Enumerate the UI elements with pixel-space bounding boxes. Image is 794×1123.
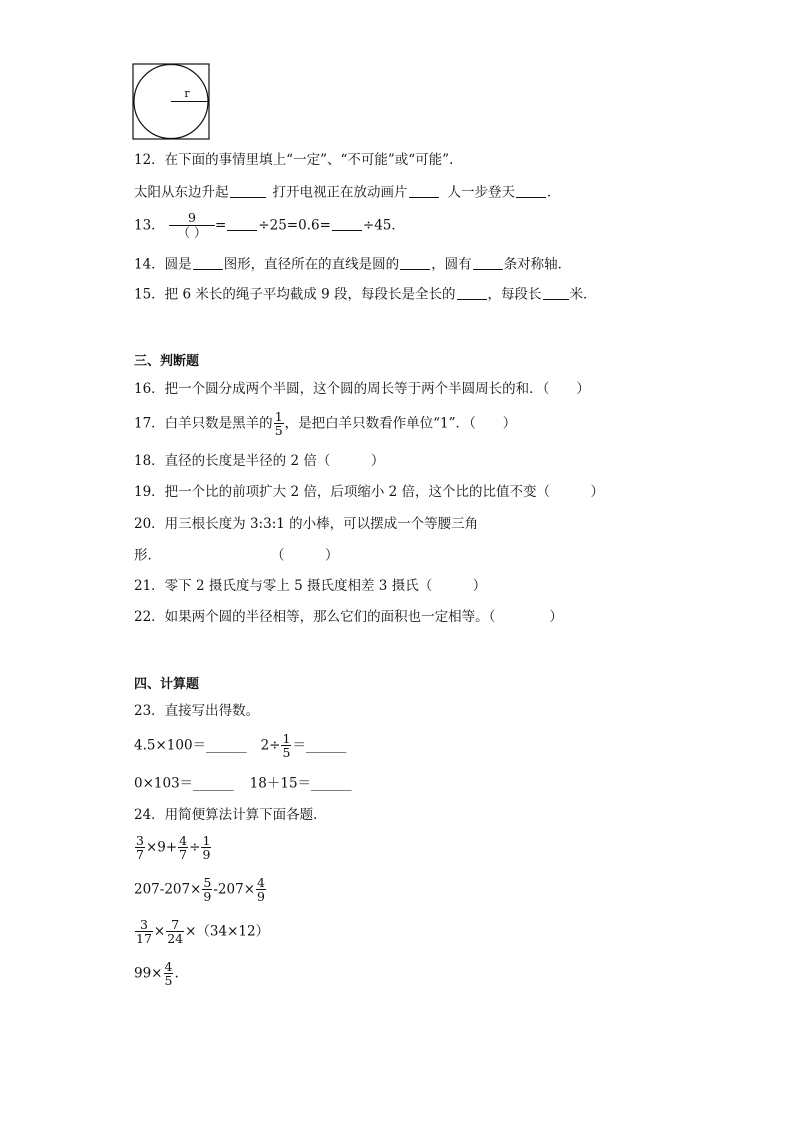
q24-e4-d1: 5 [164,973,173,988]
q24-e2-d1: 9 [203,889,212,904]
q14-part4: 条对称轴． [503,256,572,273]
section-3-title: 三、判断题 [134,354,200,369]
q24-e4-pre: 99× [134,965,163,982]
q12-blank2[interactable] [409,184,439,198]
circle-in-square-figure [132,63,211,140]
q12-item1: 太阳从东边升起 [134,184,229,201]
section-4-title: 四、计算题 [134,677,200,692]
q17-part1: 17．白羊只数是黑羊的 [134,415,273,432]
q24-e3-d1: 17 [136,931,152,946]
q14-blank3[interactable] [473,256,503,270]
q12-item2: 打开电视正在放动画片 [272,184,408,201]
q24-e3-frac1 [135,918,153,945]
q13 [134,211,405,241]
q23-b2: 18＋15＝ [249,775,312,792]
q23-a2-eq: ＝ [292,737,306,754]
q13-frac-denominator[interactable]: （ ） [177,225,207,240]
q23-a1-blank[interactable]: ______ [206,737,247,754]
q24-e3-n1: 3 [139,917,148,932]
q24-e1-d3: 9 [202,847,211,862]
q13-div45: ÷45． [362,217,405,234]
q24-e3-d2: 24 [167,931,184,946]
q19: 19．把一个比的前项扩大 2 倍，后项缩小 2 倍，这个比的比值不变（ ） [134,484,605,500]
q24-e2-n1: 5 [203,875,212,890]
q20-line2 [134,547,339,564]
q24-e1-frac1 [135,834,145,861]
q23-b1-blank[interactable]: ______ [193,775,234,792]
q24-e2-pre: 207-207× [134,881,202,898]
q23-row2 [134,775,352,792]
q24-e1-d2: 7 [179,847,188,862]
q24-e1-op: ÷ [189,839,201,856]
q15-part2: ，每段长 [487,286,542,303]
q20-answer-paren[interactable]: （ ） [271,547,339,564]
q13-blank2[interactable] [332,217,362,231]
q12-blank3[interactable] [516,184,546,198]
q13-blank1[interactable] [227,217,257,231]
q13-number: 13． [134,217,165,234]
q24-e2-d2: 9 [257,889,265,904]
q24-expr1 [134,834,212,866]
q21: 21．零下 2 摄氏度与零上 5 摄氏度相差 3 摄氏（ ） [134,578,487,594]
q24-e3-post: ×（34×12） [185,923,270,940]
q23-row1 [134,732,346,764]
q14 [134,256,571,273]
q24-e1-n2: 4 [179,833,188,848]
q12-item3: 人一步登天 [447,184,515,201]
q24-expr3 [134,918,269,950]
q24-e1-frac2 [178,834,188,861]
q23-a2-blank[interactable]: ______ [305,737,347,754]
q24-e4-post: . [174,965,179,982]
q24-expr2 [134,876,267,908]
q24-e2-mid: -207× [213,881,256,898]
q23-a2-pre: 2÷ [260,737,281,754]
q24-e3-frac2 [166,918,184,945]
q16: 16．把一个圆分成两个半圆，这个圆的周长等于两个半圆周长的和．（ ） [134,381,590,397]
q20-line1: 20．用三根长度为 3:3:1 的小棒，可以摆成一个等腰三角 [134,516,479,532]
q13-frac-numerator: 9 [169,211,215,226]
q22: 22．如果两个圆的半径相等，那么它们的面积也一定相等。（ ） [134,609,563,625]
q24-e3-op: × [153,923,166,940]
q13-fraction [169,211,215,240]
q15-blank1[interactable] [457,286,487,300]
q23-a1: 4.5×100＝ [134,737,207,754]
q20-end-text: 形． [134,547,161,564]
q23-a2-den: 5 [282,745,291,760]
q23-b1: 0×103＝ [134,775,194,792]
q24-e1-mid: ×9+ [145,839,178,856]
q23-a2-fraction [281,732,291,759]
q12-end: ． [547,184,561,201]
q17-part2: ，是把白羊只数看作单位“1”．（ ） [284,415,517,432]
q12-items [134,184,561,201]
q14-blank2[interactable] [400,256,430,270]
q17 [134,410,516,442]
q15-part3: 米． [569,286,597,303]
q12-prompt: 12．在下面的事情里填上“一定”、“不可能”或“可能”． [134,152,463,168]
q24-e3-n2: 7 [171,917,180,932]
q24-e2-frac2 [256,876,266,903]
radius-label: r [184,87,190,100]
q14-blank1[interactable] [193,256,223,270]
q17-fraction [274,410,284,437]
q12-blank1[interactable] [230,184,266,198]
q14-part2: 图形，直径所在的直线是圆的 [223,256,400,273]
q23-prompt: 23．直接写出得数。 [134,703,260,719]
q15 [134,286,597,303]
q13-eq: = [214,217,227,234]
q23-a2-num: 1 [282,731,291,746]
q17-frac-num: 1 [274,409,283,424]
q24-e1-d1: 7 [136,847,144,862]
q24-expr4 [134,960,179,992]
q24-prompt: 24．用简便算法计算下面各题． [134,807,327,823]
q24-e4-n1: 4 [164,959,173,974]
q24-e2-n2: 4 [257,875,265,890]
q24-e1-n1: 3 [136,833,144,848]
q17-frac-den: 5 [274,423,283,438]
q24-e1-frac3 [201,834,211,861]
q14-part1: 14．圆是 [134,256,192,273]
q13-div25: ÷25=0.6= [258,217,331,234]
q24-e1-n3: 1 [202,833,211,848]
q18: 18．直径的长度是半径的 2 倍（ ） [134,453,385,469]
q15-blank2[interactable] [543,286,569,300]
q23-b2-blank[interactable]: ______ [311,775,352,792]
q24-e4-frac [164,960,174,987]
q15-part1: 15．把 6 米长的绳子平均截成 9 段，每段长是全长的 [134,286,456,303]
q24-e2-frac1 [202,876,212,903]
q14-part3: ，圆有 [431,256,472,273]
